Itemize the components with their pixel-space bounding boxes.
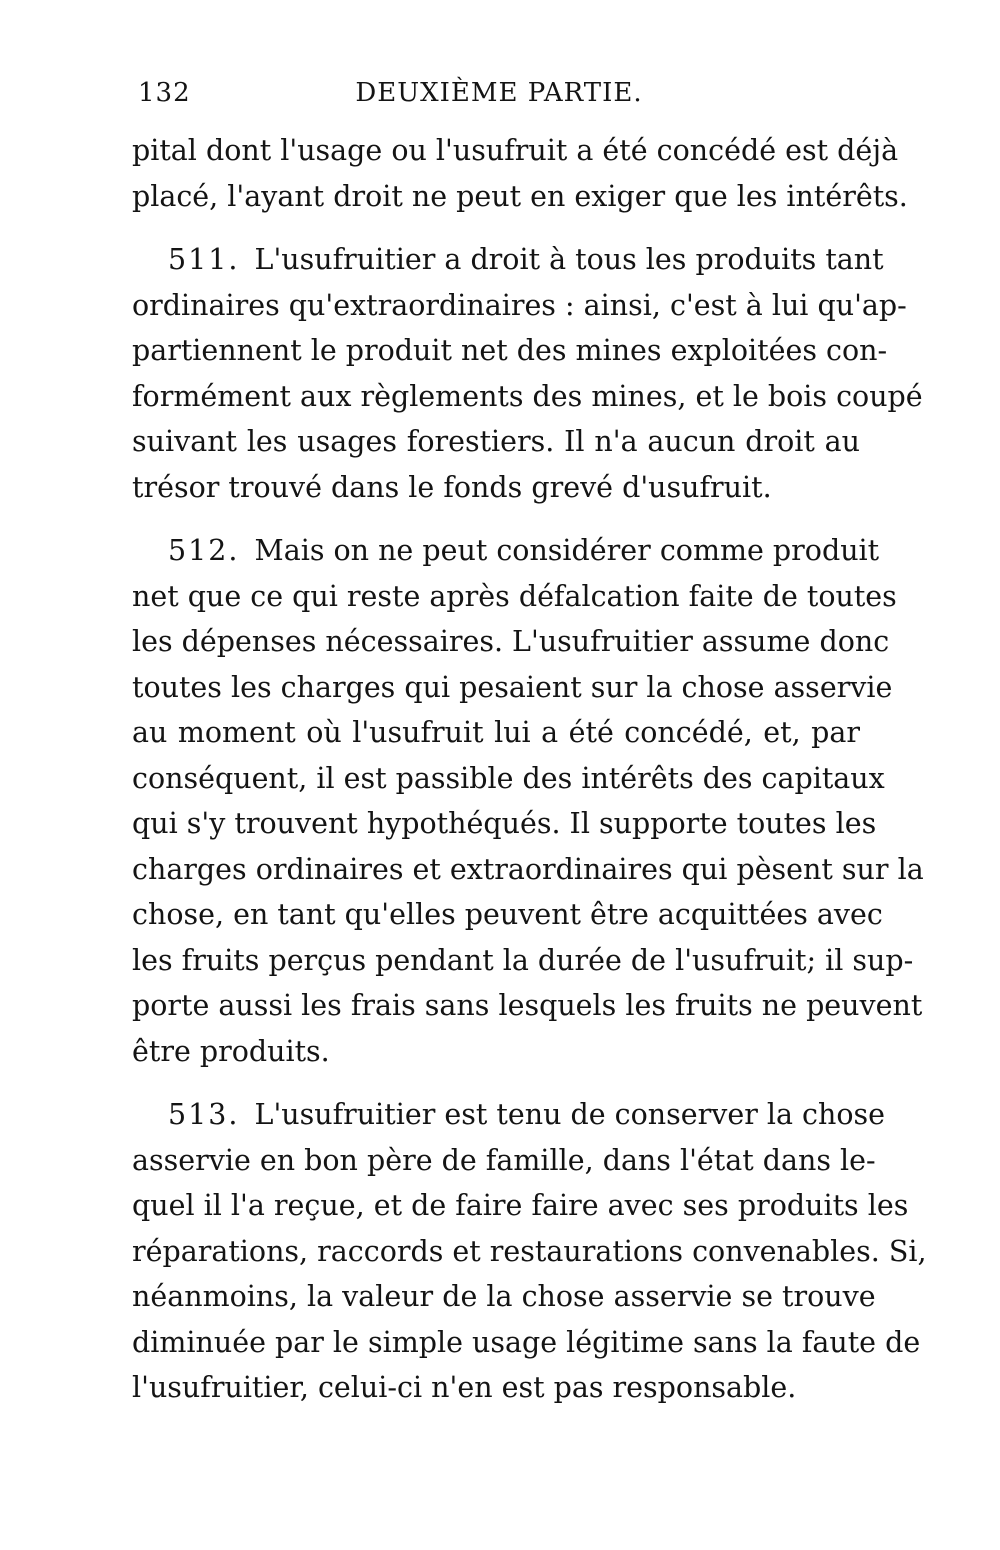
text-line: suivant les usages forestiers. Il n'a aucun droit au <box>132 425 860 458</box>
text-line: chose, en tant qu'elles peuvent être acquittées avec <box>132 898 883 931</box>
body-text <box>132 128 927 1429</box>
text-line: formément aux règlements des mines, et le bois coupé <box>132 379 923 413</box>
text-line <box>132 237 884 283</box>
text-fragment: Mais on ne peut considérer comme produit <box>254 534 880 567</box>
running-title: DEUXIÈME PARTIE. <box>355 78 643 108</box>
paragraph-number: 512. <box>168 534 240 567</box>
text-line: l'usufruitier, celui-ci n'en est pas responsable. <box>132 1371 797 1404</box>
text-line: toutes les charges qui pesaient sur la chose asservie <box>132 670 893 704</box>
text-line: néanmoins, la valeur de la chose asservie se trouve <box>132 1280 876 1313</box>
text-line: charges ordinaires et extraordinaires qui pèsent sur la <box>132 852 924 886</box>
text-line: ordinaires qu'extraordinaires : ainsi, c'est à lui qu'ap- <box>132 288 907 322</box>
text-line: au moment où l'usufruit lui a été concédé, et, par <box>132 716 860 749</box>
page-header <box>138 78 860 118</box>
text-line: quel il l'a reçue, et de faire faire avec ses produits les <box>132 1189 909 1222</box>
text-line: qui s'y trouvent hypothéqués. Il supporte toutes les <box>132 807 877 840</box>
paragraph-513 <box>132 1092 927 1411</box>
text-line: placé, l'ayant droit ne peut en exiger que les intérêts. <box>132 179 908 213</box>
text-line: pital dont l'usage ou l'usufruit a été concédé est déjà <box>132 134 899 167</box>
continuation-paragraph <box>132 128 908 219</box>
text-line <box>132 1092 886 1138</box>
text-line: être produits. <box>132 1034 330 1068</box>
paragraph-512 <box>132 528 924 1074</box>
text-line: trésor trouvé dans le fonds grevé d'usufruit. <box>132 470 772 504</box>
text-fragment: L'usufruitier est tenu de conserver la chose <box>254 1098 886 1131</box>
text-line: réparations, raccords et restaurations convenables. Si, <box>132 1234 927 1268</box>
paragraph-number: 513. <box>168 1098 240 1131</box>
page-number: 132 <box>138 78 191 108</box>
text-line <box>132 528 880 574</box>
text-line: les dépenses nécessaires. L'usufruitier assume donc <box>132 625 890 658</box>
text-line: diminuée par le simple usage légitime sans la faute de <box>132 1325 921 1359</box>
text-line: les fruits perçus pendant la durée de l'usufruit; il sup- <box>132 943 914 977</box>
text-fragment: L'usufruitier a droit à tous les produits tant <box>254 243 884 276</box>
text-line: porte aussi les frais sans lesquels les fruits ne peuvent <box>132 989 923 1022</box>
text-line: net que ce qui reste après défalcation faite de toutes <box>132 579 897 613</box>
paragraph-number: 511. <box>168 243 240 276</box>
text-line: partiennent le produit net des mines exploitées con- <box>132 334 888 367</box>
text-line: conséquent, il est passible des intérêts des capitaux <box>132 761 885 795</box>
paragraph-511 <box>132 237 923 510</box>
text-line: asservie en bon père de famille, dans l'état dans le- <box>132 1143 876 1177</box>
